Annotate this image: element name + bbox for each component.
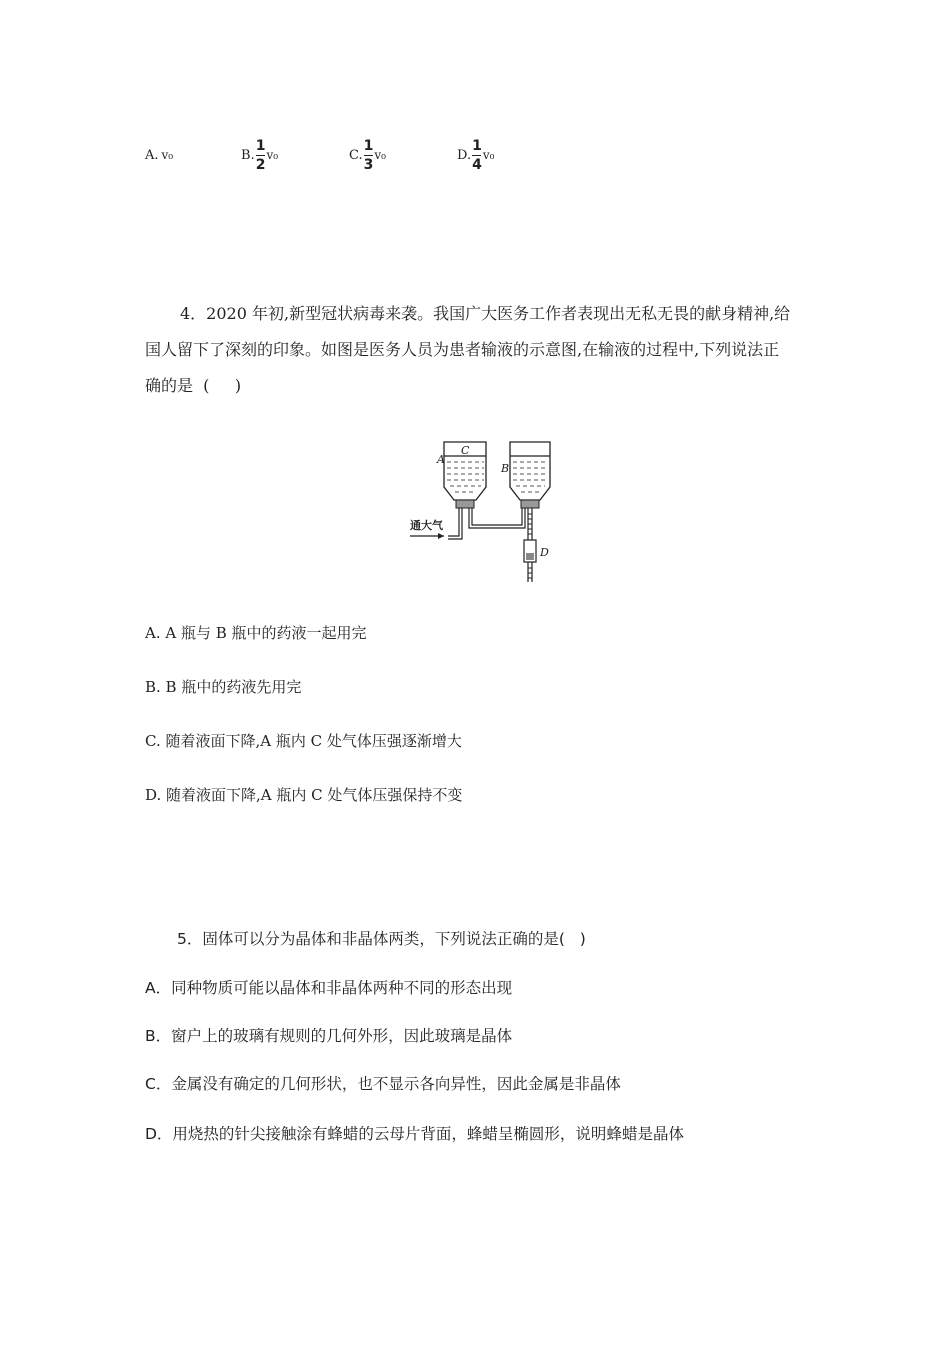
q3-option-var: v₀ — [161, 148, 174, 162]
q3-option-c[interactable] — [349, 132, 386, 178]
label-c: C — [461, 444, 470, 457]
stopper-b — [521, 500, 539, 508]
fraction-denominator: 2 — [255, 156, 266, 173]
q5-option-b[interactable]: B．窗户上的玻璃有规则的几何外形，因此玻璃是晶体 — [145, 1027, 513, 1045]
bottle-b — [510, 442, 550, 500]
label-a: A — [437, 453, 445, 466]
fraction-numerator: 1 — [472, 137, 482, 154]
q4-option-a[interactable]: A. A 瓶与 B 瓶中的药液一起用完 — [145, 624, 367, 642]
q4-option-d[interactable]: D. 随着液面下降,A 瓶内 C 处气体压强保持不变 — [145, 786, 463, 804]
q4-stem-line-3: 确的是 ( ) — [145, 376, 242, 395]
q3-option-letter: C. — [349, 147, 363, 163]
q4-stem-line-1: 4．2020 年初,新型冠状病毒来袭。我国广大医务工作者表现出无私无畏的献身精神,给 — [180, 304, 791, 323]
fraction-denominator: 4 — [472, 156, 482, 173]
q3-options-row — [0, 132, 950, 178]
q3-option-b[interactable] — [241, 132, 278, 178]
q5-option-a[interactable]: A．同种物质可能以晶体和非晶体两种不同的形态出现 — [145, 979, 513, 997]
q3-option-d[interactable] — [457, 132, 494, 178]
fraction-numerator: 1 — [363, 137, 374, 154]
fraction-numerator: 1 — [255, 137, 266, 154]
q5-stem: 5．固体可以分为晶体和非晶体两类，下列说法正确的是( ) — [177, 930, 586, 948]
q4-option-c[interactable]: C. 随着液面下降,A 瓶内 C 处气体压强逐渐增大 — [145, 732, 462, 750]
iv-drip-diagram — [400, 432, 570, 587]
q3-option-a[interactable] — [145, 132, 173, 178]
fraction — [364, 138, 374, 173]
fraction-denominator: 3 — [363, 156, 374, 173]
fraction-bar — [472, 155, 481, 156]
q3-option-letter: D. — [457, 147, 472, 163]
label-d: D — [540, 546, 549, 559]
air-label: 通大气 — [410, 519, 443, 532]
fraction — [256, 138, 266, 173]
q5-option-d[interactable]: D．用烧热的针尖接触涂有蜂蜡的云母片背面，蜂蜡呈椭圆形，说明蜂蜡是晶体 — [145, 1125, 684, 1143]
q4-stem-line-2: 国人留下了深刻的印象。如图是医务人员为患者输液的示意图,在输液的过程中,下列说法正 — [145, 340, 780, 359]
fraction — [472, 138, 482, 173]
q4-stem — [0, 296, 950, 406]
q3-option-var: v₀ — [266, 148, 279, 162]
q5-option-c[interactable]: C．金属没有确定的几何形状，也不显示各向异性，因此金属是非晶体 — [145, 1075, 621, 1093]
fraction-bar — [364, 155, 373, 156]
q3-option-letter: A. — [145, 147, 159, 163]
q3-option-var: v₀ — [374, 148, 386, 162]
stopper-a — [456, 500, 474, 508]
label-b: B — [501, 462, 510, 475]
air-tube — [448, 508, 459, 536]
q3-option-var: v₀ — [482, 148, 495, 162]
fraction-bar — [256, 155, 265, 156]
q4-option-b[interactable]: B. B 瓶中的药液先用完 — [145, 678, 302, 696]
q3-option-letter: B. — [241, 147, 255, 163]
